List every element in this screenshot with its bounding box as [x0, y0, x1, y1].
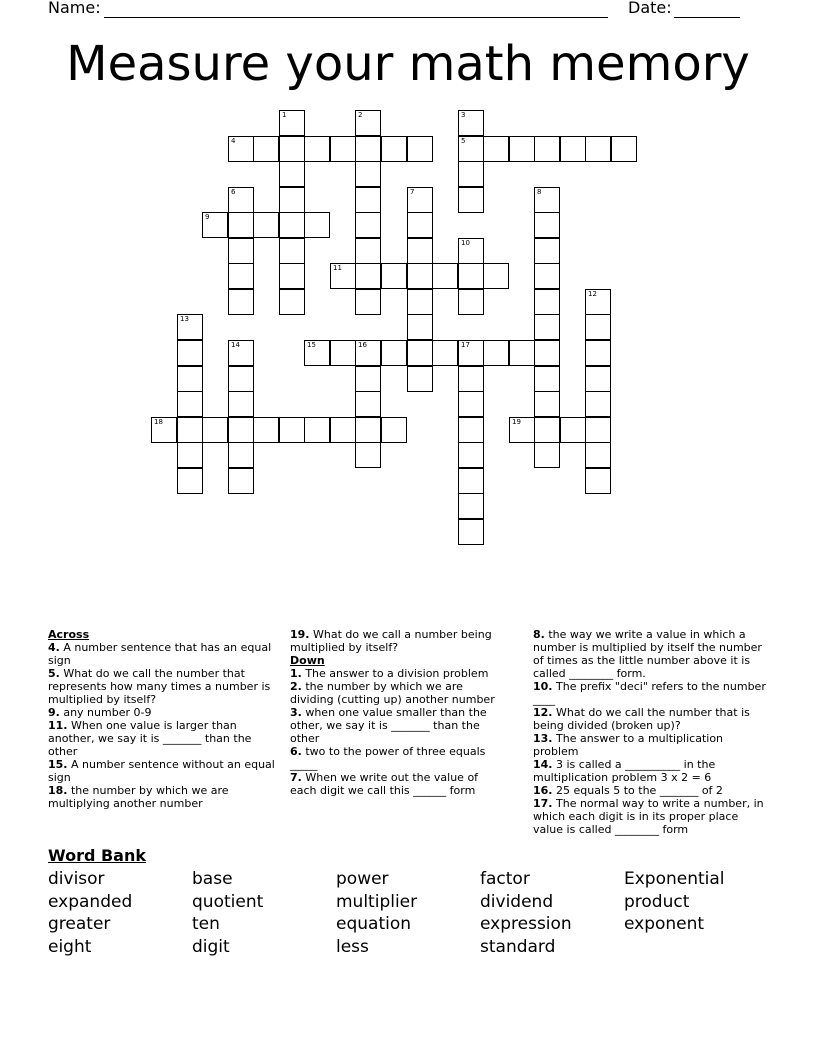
crossword-cell[interactable] [534, 289, 560, 315]
crossword-cell[interactable] [355, 161, 381, 187]
clue-number: 9. [48, 706, 60, 719]
crossword-cell-1[interactable] [279, 110, 305, 136]
date-label: Date: [628, 0, 672, 17]
clue-text: 25 equals 5 to the _______ of 2 [552, 784, 723, 797]
crossword-cell[interactable] [585, 314, 611, 340]
clue-text: When one value is larger than another, we say it is _______ than the other [48, 719, 252, 758]
crossword-cell[interactable] [228, 366, 254, 392]
clue-number: 16. [533, 784, 553, 797]
clue-number: 4 [231, 137, 236, 145]
clue-item [533, 758, 768, 784]
clue-item [48, 641, 280, 667]
crossword-cell[interactable] [534, 314, 560, 340]
crossword-cell[interactable] [458, 263, 484, 289]
crossword-cell[interactable] [483, 340, 509, 366]
word-bank-word: equation [336, 914, 412, 934]
word-bank-title: Word Bank [48, 846, 147, 865]
clue-number: 7 [410, 188, 415, 196]
crossword-cell[interactable] [407, 289, 433, 315]
crossword-cell-14[interactable] [228, 340, 254, 366]
clue-number: 18 [154, 418, 163, 426]
crossword-cell[interactable] [177, 340, 203, 366]
crossword-cell[interactable] [355, 263, 381, 289]
crossword-cell[interactable] [458, 391, 484, 417]
crossword-cell[interactable] [458, 161, 484, 187]
crossword-cell[interactable] [279, 417, 305, 443]
crossword-cell[interactable] [355, 187, 381, 213]
clue-text: What do we call the number that is being divided (broken up)? [533, 706, 750, 732]
crossword-cell[interactable] [585, 366, 611, 392]
crossword-cell[interactable] [177, 442, 203, 468]
clue-number: 7. [290, 771, 302, 784]
crossword-cell[interactable] [228, 212, 254, 238]
word-bank-word: base [192, 869, 233, 889]
clue-text: the number by which we are dividing (cutting up) another number [290, 680, 495, 706]
clue-item [533, 628, 768, 680]
clue-item [48, 784, 280, 810]
clue-item [48, 719, 280, 758]
clue-item [290, 745, 508, 771]
crossword-cell[interactable] [407, 366, 433, 392]
crossword-cell[interactable] [279, 161, 305, 187]
crossword-cell-16[interactable] [355, 340, 381, 366]
word-bank-word: ten [192, 914, 220, 934]
crossword-cell[interactable] [458, 519, 484, 545]
crossword-cell[interactable] [330, 417, 356, 443]
crossword-cell[interactable] [279, 136, 305, 162]
word-bank-word: divisor [48, 869, 105, 889]
crossword-cell[interactable] [534, 340, 560, 366]
name-label: Name: [48, 0, 101, 17]
crossword-cell[interactable] [228, 417, 254, 443]
crossword-cell[interactable] [407, 263, 433, 289]
crossword-cell[interactable] [279, 238, 305, 264]
crossword-cell-19[interactable] [509, 417, 535, 443]
clue-text: the way we write a value in which a number is multiplied by itself the number of times as the little number above it is called ________ form. [533, 628, 762, 680]
crossword-cell[interactable] [407, 238, 433, 264]
crossword-cell[interactable] [483, 263, 509, 289]
crossword-cell[interactable] [355, 417, 381, 443]
crossword-cell-6[interactable] [228, 187, 254, 213]
crossword-cell[interactable] [585, 340, 611, 366]
clue-text: two to the power of three equals _____ [290, 745, 486, 771]
crossword-cell[interactable] [534, 263, 560, 289]
word-bank-word: product [624, 892, 690, 912]
crossword-cell[interactable] [534, 212, 560, 238]
crossword-cell[interactable] [330, 136, 356, 162]
crossword-cell-17[interactable] [458, 340, 484, 366]
crossword-cell[interactable] [432, 263, 458, 289]
clue-number: 18. [48, 784, 68, 797]
clue-text: the number by which we are multiplying another number [48, 784, 229, 810]
crossword-cell[interactable] [458, 366, 484, 392]
crossword-cell-8[interactable] [534, 187, 560, 213]
clue-column-3 [533, 628, 768, 836]
crossword-cell[interactable] [432, 340, 458, 366]
clue-text: when one value smaller than the other, we say it is _______ than the other [290, 706, 487, 745]
word-bank-word: less [336, 937, 369, 957]
clue-number: 14. [533, 758, 553, 771]
clue-text: The answer to a division problem [301, 667, 489, 680]
crossword-cell[interactable] [202, 417, 228, 443]
clue-column-1 [48, 628, 280, 810]
crossword-cell[interactable] [228, 289, 254, 315]
word-bank-word: factor [480, 869, 530, 889]
page-title: Measure your math memory [66, 36, 750, 92]
clue-number: 11 [333, 264, 342, 272]
clue-text: A number sentence without an equal sign [48, 758, 275, 784]
clue-number: 13 [180, 315, 189, 323]
crossword-cell[interactable] [304, 212, 330, 238]
crossword-cell[interactable] [279, 187, 305, 213]
crossword-cell[interactable] [509, 340, 535, 366]
clue-number: 19. [290, 628, 310, 641]
crossword-cell[interactable] [228, 468, 254, 494]
crossword-cell[interactable] [458, 417, 484, 443]
crossword-cell-15[interactable] [304, 340, 330, 366]
crossword-cell[interactable] [355, 366, 381, 392]
word-bank-word: expression [480, 914, 572, 934]
clue-number: 3 [461, 111, 466, 119]
clue-item [290, 771, 508, 797]
crossword-cell[interactable] [534, 136, 560, 162]
crossword-cell[interactable] [253, 136, 279, 162]
crossword-cell[interactable] [355, 289, 381, 315]
clue-number: 5 [461, 137, 466, 145]
crossword-cell[interactable] [585, 468, 611, 494]
crossword-cell[interactable] [304, 136, 330, 162]
crossword-cell[interactable] [381, 136, 407, 162]
clue-number: 8 [537, 188, 542, 196]
crossword-cell[interactable] [253, 417, 279, 443]
crossword-cell[interactable] [458, 289, 484, 315]
clue-heading: Across [48, 628, 90, 641]
crossword-cell[interactable] [355, 136, 381, 162]
clue-number: 2 [358, 111, 363, 119]
clue-number: 6 [231, 188, 236, 196]
clue-item [48, 706, 280, 719]
clue-number: 8. [533, 628, 545, 641]
crossword-cell-11[interactable] [330, 263, 356, 289]
clue-text: What do we call the number that represents how many times a number is multiplied by itself? [48, 667, 271, 706]
clue-number: 5. [48, 667, 60, 680]
word-bank-word: dividend [480, 892, 554, 912]
crossword-cell[interactable] [279, 289, 305, 315]
clue-number: 1. [290, 667, 302, 680]
word-bank-word: expanded [48, 892, 133, 912]
word-bank-word: standard [480, 937, 556, 957]
crossword-cell-5[interactable] [458, 136, 484, 162]
crossword-cell[interactable] [279, 212, 305, 238]
clue-number: 2. [290, 680, 302, 693]
crossword-cell[interactable] [177, 366, 203, 392]
clue-number: 19 [512, 418, 521, 426]
clue-item [48, 758, 280, 784]
clue-number: 17. [533, 797, 553, 810]
crossword-cell-10[interactable] [458, 238, 484, 264]
crossword-cell[interactable] [381, 263, 407, 289]
crossword-cell[interactable] [509, 136, 535, 162]
crossword-cell[interactable] [381, 417, 407, 443]
clue-item [533, 680, 768, 706]
crossword-cell-2[interactable] [355, 110, 381, 136]
crossword-cell[interactable] [355, 238, 381, 264]
crossword-cell-3[interactable] [458, 110, 484, 136]
crossword-cell[interactable] [253, 212, 279, 238]
clue-number: 17 [461, 341, 470, 349]
clue-item [290, 667, 508, 680]
clue-item [290, 680, 508, 706]
crossword-cell[interactable] [407, 136, 433, 162]
crossword-cell[interactable] [585, 417, 611, 443]
word-bank-word: quotient [192, 892, 264, 912]
word-bank-word: digit [192, 937, 230, 957]
clue-number: 14 [231, 341, 240, 349]
clue-text: The normal way to write a number, in which each digit is in its proper place value is called ________ form [533, 797, 764, 836]
crossword-cell[interactable] [483, 136, 509, 162]
crossword-cell[interactable] [330, 340, 356, 366]
crossword-cell[interactable] [585, 442, 611, 468]
clue-text: A number sentence that has an equal sign [48, 641, 272, 667]
clue-item [533, 732, 768, 758]
crossword-cell[interactable] [304, 417, 330, 443]
crossword-cell[interactable] [585, 136, 611, 162]
crossword-cell[interactable] [355, 391, 381, 417]
crossword-cell[interactable] [534, 442, 560, 468]
crossword-cell[interactable] [279, 263, 305, 289]
crossword-cell[interactable] [458, 468, 484, 494]
clue-number: 9 [205, 213, 210, 221]
crossword-cell[interactable] [355, 212, 381, 238]
crossword-cell[interactable] [458, 442, 484, 468]
crossword-cell-12[interactable] [585, 289, 611, 315]
word-bank-word: multiplier [336, 892, 418, 912]
crossword-cell-13[interactable] [177, 314, 203, 340]
crossword-cell[interactable] [407, 340, 433, 366]
clue-text: The answer to a multiplication problem [533, 732, 724, 758]
clue-item [290, 628, 508, 654]
clue-text: any number 0-9 [59, 706, 152, 719]
clue-item [48, 667, 280, 706]
clue-item [533, 706, 768, 732]
crossword-cell[interactable] [585, 391, 611, 417]
crossword-cell-7[interactable] [407, 187, 433, 213]
clue-number: 10 [461, 239, 470, 247]
crossword-cell[interactable] [534, 366, 560, 392]
clue-number: 15. [48, 758, 68, 771]
crossword-cell[interactable] [611, 136, 637, 162]
crossword-cell[interactable] [381, 340, 407, 366]
clue-text: 3 is called a __________ in the multiplication problem 3 x 2 = 6 [533, 758, 716, 784]
crossword-cell[interactable] [534, 391, 560, 417]
clue-number: 1 [282, 111, 287, 119]
crossword-cell[interactable] [560, 417, 586, 443]
clue-text: When we write out the value of each digit we call this ______ form [290, 771, 479, 797]
clue-item [290, 706, 508, 745]
clue-number: 3. [290, 706, 302, 719]
crossword-cell-18[interactable] [151, 417, 177, 443]
clue-number: 12. [533, 706, 553, 719]
crossword-cell[interactable] [228, 442, 254, 468]
word-bank-word: eight [48, 937, 92, 957]
clue-item [533, 784, 768, 797]
clue-heading: Down [290, 654, 325, 667]
crossword-cell[interactable] [458, 187, 484, 213]
crossword-cell-9[interactable] [202, 212, 228, 238]
crossword-cell[interactable] [534, 238, 560, 264]
crossword-cell[interactable] [177, 391, 203, 417]
word-bank-word: Exponential [624, 869, 725, 889]
clue-item [533, 797, 768, 836]
clue-text: The prefix "deci" refers to the number ____ [533, 680, 766, 706]
crossword-cell[interactable] [407, 212, 433, 238]
word-bank-word: greater [48, 914, 111, 934]
crossword-cell[interactable] [458, 493, 484, 519]
clue-number: 10. [533, 680, 553, 693]
crossword-cell[interactable] [177, 468, 203, 494]
clue-number: 15 [307, 341, 316, 349]
clue-text: What do we call a number being multiplied by itself? [290, 628, 492, 654]
crossword-cell[interactable] [560, 136, 586, 162]
crossword-cell[interactable] [228, 238, 254, 264]
clue-number: 6. [290, 745, 302, 758]
clue-number: 12 [588, 290, 597, 298]
clue-number: 13. [533, 732, 553, 745]
clue-number: 4. [48, 641, 60, 654]
clue-number: 16 [358, 341, 367, 349]
crossword-cell[interactable] [355, 442, 381, 468]
crossword-cell-4[interactable] [228, 136, 254, 162]
word-bank-word: exponent [624, 914, 705, 934]
clue-column-2 [290, 628, 508, 797]
word-bank-word: power [336, 869, 389, 889]
crossword-cell[interactable] [534, 417, 560, 443]
crossword-cell[interactable] [228, 391, 254, 417]
crossword-cell[interactable] [177, 417, 203, 443]
crossword-cell[interactable] [228, 263, 254, 289]
clue-number: 11. [48, 719, 68, 732]
crossword-cell[interactable] [407, 314, 433, 340]
